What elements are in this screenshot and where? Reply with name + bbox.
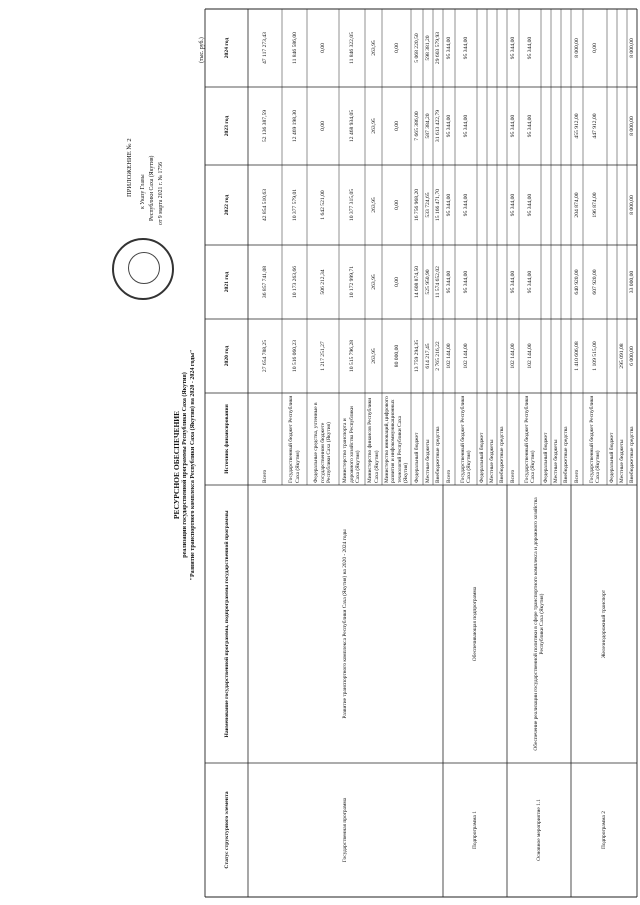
- value-cell: [307, 87, 339, 165]
- value-cell-text: 95 344,00: [446, 114, 452, 138]
- value-cell: [455, 87, 477, 165]
- value-cell-text: 16 756 968,20: [414, 188, 420, 222]
- value-cell: [487, 9, 497, 87]
- source-cell-text: Министерство финансов Республики Саха (Якутия): [367, 397, 380, 483]
- value-cell-text: 0,00: [393, 43, 400, 53]
- source-cell: [617, 393, 627, 485]
- value-cell: [365, 9, 382, 87]
- source-cell-text: Государственный бюджет Республики Саха (Якутия): [588, 395, 601, 483]
- value-cell: [365, 319, 382, 393]
- value-cell: [282, 165, 307, 245]
- value-cell: [487, 245, 497, 319]
- source-cell: [339, 393, 365, 485]
- source-cell-text: Всего: [261, 469, 268, 483]
- value-cell-text: 52 136 387,59: [262, 109, 268, 143]
- value-cell-text: 95 344,00: [527, 36, 533, 60]
- value-cell: [433, 9, 443, 87]
- value-cell: [571, 87, 583, 165]
- value-cell: [307, 245, 339, 319]
- value-cell: [617, 319, 627, 393]
- source-cell-text: Всего: [509, 469, 516, 483]
- value-cell: [411, 165, 423, 245]
- header-name: [205, 485, 248, 763]
- value-cell: [433, 319, 443, 393]
- value-cell: [307, 9, 339, 87]
- value-cell: [443, 165, 455, 245]
- value-cell-text: 95 344,00: [510, 114, 516, 138]
- appendix-line-1: к Указу Главы: [140, 174, 146, 209]
- status-gp: [248, 763, 443, 897]
- value-cell-text: 506 212,34: [320, 269, 326, 295]
- value-cell: [433, 245, 443, 319]
- source-cell: [433, 393, 443, 485]
- value-cell-text: 12 469 198,30: [291, 109, 298, 143]
- value-cell-text: 27 654 788,25: [262, 339, 268, 373]
- status-om11-text: Основное мероприятие 1.1: [535, 799, 542, 861]
- value-cell-text: 102 144,00: [510, 343, 516, 369]
- value-cell-text: 102 144,00: [463, 343, 469, 369]
- name-om11: [507, 485, 571, 763]
- value-cell-text: 95 344,00: [463, 193, 469, 217]
- value-cell: [455, 9, 477, 87]
- value-cell-text: 15 166 471,70: [435, 188, 441, 222]
- value-cell-text: 5 068 220,50: [414, 33, 420, 63]
- value-cell-text: 204 874,00: [574, 192, 580, 218]
- value-cell: [617, 165, 627, 245]
- value-cell: [497, 319, 507, 393]
- value-cell-text: 1 109 515,00: [592, 341, 598, 371]
- status-sp1-text: Подпрограмма 1: [471, 811, 478, 849]
- source-cell-text: Министерство транспорта и дорожного хозяйства Республики Саха (Якутия): [342, 406, 362, 483]
- value-cell-text: 2 765 216,22: [435, 341, 441, 371]
- value-cell: [382, 165, 411, 245]
- header-y2022: [205, 165, 248, 245]
- value-cell-text: 263,95: [370, 197, 377, 213]
- source-cell-text: Местные бюджеты: [488, 439, 495, 483]
- value-cell-text: 36 857 741,08: [262, 265, 268, 299]
- value-cell-text: 0,00: [393, 277, 400, 287]
- name-om11-text: Обеспечение реализации государственной политики в сфере транспортного комплекса и дорожного хозяйства Республики Саха (Якутия): [532, 497, 545, 751]
- value-cell-text: 8 000,00: [629, 195, 635, 215]
- source-cell: [443, 393, 455, 485]
- header-y2021-text: 2021 год: [223, 271, 230, 293]
- value-cell: [248, 319, 282, 393]
- value-cell-text: 8 000,00: [629, 38, 635, 58]
- value-cell-text: 42 854 510,63: [262, 188, 268, 222]
- value-cell-text: 10 377 315,05: [349, 188, 355, 222]
- value-cell: [487, 319, 497, 393]
- value-cell: [411, 319, 423, 393]
- source-cell-text: Государственный бюджет Республики Саха (Якутия): [523, 395, 536, 483]
- value-cell-text: 640 920,00: [574, 269, 580, 295]
- source-cell-text: Внебюджетные средства: [434, 426, 441, 483]
- value-cell-text: 7 665 386,00: [414, 111, 420, 141]
- value-cell-text: 102 144,00: [446, 343, 452, 369]
- units-label: (тыс. руб.): [199, 37, 205, 63]
- doc-program: "Развитие транспортного комплекса Республики Саха (Якутия) на 2020 - 2024 годы": [190, 349, 196, 581]
- source-cell: [477, 393, 487, 485]
- source-cell-text: Федеральный бюджет: [542, 432, 549, 483]
- source-cell: [423, 393, 433, 485]
- value-cell: [382, 9, 411, 87]
- value-cell: [551, 245, 561, 319]
- value-cell-text: 11 846 322,05: [349, 32, 355, 64]
- source-cell-text: Внебюджетные средства: [628, 426, 635, 483]
- value-cell: [365, 245, 382, 319]
- value-cell: [607, 87, 617, 165]
- header-source-text: Источник финансирования: [223, 404, 230, 474]
- value-cell: [443, 319, 455, 393]
- value-cell: [248, 9, 282, 87]
- value-cell-text: 525 950,90: [425, 269, 431, 295]
- value-cell: [561, 319, 571, 393]
- value-cell: [477, 165, 487, 245]
- value-cell: [519, 165, 541, 245]
- value-cell-text: 263,95: [370, 118, 377, 134]
- header-y2024: [205, 9, 248, 87]
- appendix-line-3: от 9 марта 2021 г. № 1756: [158, 161, 164, 225]
- value-cell: [627, 319, 637, 393]
- value-cell-text: 1 217 251,27: [320, 341, 326, 371]
- value-cell: [519, 87, 541, 165]
- value-cell: [561, 245, 571, 319]
- value-cell: [561, 165, 571, 245]
- value-cell-text: 8 000,00: [574, 38, 580, 58]
- value-cell: [477, 87, 487, 165]
- source-cell-text: Внебюджетные средства: [562, 426, 569, 483]
- source-cell: [455, 393, 477, 485]
- value-cell: [423, 9, 433, 87]
- value-cell: [433, 165, 443, 245]
- value-cell-text: 598 381,20: [425, 35, 431, 61]
- value-cell: [339, 9, 365, 87]
- value-cell: [282, 245, 307, 319]
- value-cell-text: 80 000,00: [393, 344, 400, 368]
- value-cell-text: 95 344,00: [510, 193, 516, 217]
- source-cell-text: Внебюджетные средства: [498, 426, 505, 483]
- source-cell-text: Министерство инноваций, цифрового развития и инфокоммуникационных технологий Республики Саха (Якутия): [383, 396, 409, 483]
- value-cell: [583, 245, 607, 319]
- source-cell: [282, 393, 307, 485]
- value-cell: [551, 87, 561, 165]
- value-cell: [519, 245, 541, 319]
- source-cell: [561, 393, 571, 485]
- value-cell-text: 295 091,08: [619, 343, 625, 369]
- value-cell: [519, 319, 541, 393]
- header-y2023: [205, 87, 248, 165]
- value-cell-text: 11 574 652,02: [435, 266, 441, 298]
- source-cell-text: Всего: [573, 469, 580, 483]
- source-cell: [411, 393, 423, 485]
- value-cell-text: 1 642 521,00: [320, 190, 326, 220]
- value-cell-text: 1 410 606,08: [574, 341, 580, 371]
- value-cell: [541, 319, 551, 393]
- value-cell: [487, 87, 497, 165]
- value-cell: [282, 319, 307, 393]
- value-cell: [455, 319, 477, 393]
- value-cell: [382, 87, 411, 165]
- source-cell: [541, 393, 551, 485]
- value-cell: [455, 165, 477, 245]
- value-cell-text: 607 920,00: [592, 269, 598, 295]
- header-source: [205, 393, 248, 485]
- value-cell-text: 95 344,00: [527, 270, 533, 294]
- value-cell-text: 95 344,00: [510, 36, 516, 60]
- value-cell-text: 29 603 579,93: [435, 31, 441, 65]
- status-gp-text: Государственная программа: [342, 797, 349, 863]
- value-cell-text: 10 173 263,66: [291, 265, 298, 299]
- value-cell: [571, 165, 583, 245]
- value-cell: [423, 87, 433, 165]
- name-sp2-text: Железнодорожный транспорт: [600, 589, 607, 659]
- source-cell-text: Местные бюджеты: [424, 439, 431, 483]
- value-cell-text: 263,95: [370, 348, 377, 364]
- source-cell: [382, 393, 411, 485]
- value-cell: [248, 245, 282, 319]
- value-cell-text: 6 000,00: [629, 346, 635, 366]
- value-cell: [339, 245, 365, 319]
- value-cell-text: 263,95: [370, 274, 377, 290]
- value-cell: [541, 165, 551, 245]
- source-cell-text: Федеральный бюджет: [413, 432, 420, 483]
- value-cell: [411, 245, 423, 319]
- value-cell-text: 10 516 060,23: [291, 339, 298, 373]
- value-cell-text: 11 846 586,00: [291, 32, 298, 64]
- header-y2022-text: 2022 год: [223, 194, 230, 216]
- value-cell-text: 614 217,45: [425, 343, 431, 369]
- value-cell: [617, 245, 627, 319]
- value-cell: [497, 245, 507, 319]
- value-cell-text: 95 344,00: [463, 36, 469, 60]
- header-y2024-text: 2024 год: [223, 37, 230, 59]
- doc-subtitle: реализации государственной программы Республики Саха (Якутия): [182, 372, 188, 558]
- value-cell: [571, 245, 583, 319]
- value-cell-text: 95 344,00: [446, 270, 452, 294]
- value-cell: [617, 9, 627, 87]
- value-cell: [607, 9, 617, 87]
- value-cell: [443, 245, 455, 319]
- value-cell-text: 447 912,00: [592, 113, 598, 139]
- value-cell: [583, 319, 607, 393]
- value-cell: [607, 319, 617, 393]
- value-cell-text: 0,00: [592, 43, 598, 53]
- source-cell: [487, 393, 497, 485]
- value-cell-text: 0,00: [393, 200, 400, 210]
- status-om11: [507, 763, 571, 897]
- value-cell-text: 587 384,20: [425, 113, 431, 139]
- source-cell: [571, 393, 583, 485]
- source-cell: [551, 393, 561, 485]
- name-gp-text: Развитие транспортного комплекса Республики Саха (Якутия) на 2020 - 2024 годы: [342, 529, 349, 719]
- value-cell: [519, 9, 541, 87]
- value-cell: [507, 165, 519, 245]
- source-cell-text: Государственный бюджет Республики Саха (Якутия): [288, 395, 301, 483]
- name-sp1: [443, 485, 507, 763]
- value-cell: [551, 9, 561, 87]
- value-cell: [282, 87, 307, 165]
- header-y2020: [205, 319, 248, 393]
- source-cell-text: Государственный бюджет Республики Саха (Якутия): [459, 395, 472, 483]
- value-cell-text: 12 468 934,05: [349, 109, 355, 143]
- value-cell: [248, 165, 282, 245]
- value-cell-text: 0,00: [393, 121, 400, 131]
- value-cell: [411, 9, 423, 87]
- value-cell-text: 10 515 796,28: [349, 339, 355, 373]
- value-cell: [497, 9, 507, 87]
- value-cell: [365, 165, 382, 245]
- value-cell: [607, 165, 617, 245]
- source-cell-text: Местные бюджеты: [552, 439, 559, 483]
- value-cell: [541, 9, 551, 87]
- value-cell: [571, 9, 583, 87]
- status-sp2: [571, 763, 637, 897]
- source-cell: [519, 393, 541, 485]
- value-cell: [551, 319, 561, 393]
- value-cell-text: 0,00: [320, 43, 326, 53]
- header-name-text: Наименование государственной программы, подпрограммы государственной программы: [223, 510, 230, 738]
- value-cell: [365, 87, 382, 165]
- value-cell-text: 95 344,00: [510, 270, 516, 294]
- status-sp2-text: Подпрограмма 2: [600, 811, 607, 849]
- value-cell-text: 31 613 422,79: [435, 109, 441, 143]
- value-cell: [583, 9, 607, 87]
- value-cell: [507, 319, 519, 393]
- appendix-line-2: Республики Саха (Якутия): [149, 155, 155, 221]
- value-cell: [307, 319, 339, 393]
- source-cell: [607, 393, 617, 485]
- value-cell-text: 10 172 999,71: [349, 265, 355, 299]
- value-cell: [477, 9, 487, 87]
- value-cell-text: 14 608 874,50: [414, 265, 420, 299]
- value-cell-text: 102 144,00: [527, 343, 533, 369]
- value-cell: [507, 245, 519, 319]
- value-cell-text: 33 000,00: [629, 270, 635, 294]
- source-cell: [507, 393, 519, 485]
- value-cell: [423, 165, 433, 245]
- value-cell: [497, 165, 507, 245]
- source-cell: [307, 393, 339, 485]
- value-cell: [307, 165, 339, 245]
- value-cell: [423, 245, 433, 319]
- name-sp2: [571, 485, 637, 763]
- value-cell-text: 95 344,00: [446, 193, 452, 217]
- value-cell: [627, 165, 637, 245]
- value-cell: [617, 87, 627, 165]
- value-cell: [487, 165, 497, 245]
- value-cell-text: 10 377 579,01: [291, 188, 298, 222]
- value-cell-text: 455 912,00: [574, 113, 580, 139]
- header-y2023-text: 2023 год: [223, 115, 230, 137]
- status-sp1: [443, 763, 507, 897]
- value-cell: [551, 165, 561, 245]
- header-status-text: Статус структурного элемента: [223, 791, 230, 869]
- value-cell: [583, 87, 607, 165]
- value-cell-text: 263,95: [370, 40, 377, 56]
- source-cell: [248, 393, 282, 485]
- value-cell: [497, 87, 507, 165]
- value-cell: [477, 319, 487, 393]
- value-cell: [627, 87, 637, 165]
- source-cell-text: Всего: [445, 469, 452, 483]
- value-cell-text: 95 344,00: [527, 114, 533, 138]
- header-y2021: [205, 245, 248, 319]
- value-cell: [339, 165, 365, 245]
- value-cell: [443, 87, 455, 165]
- source-cell-text: Местные бюджеты: [618, 439, 625, 483]
- value-cell: [507, 87, 519, 165]
- value-cell: [561, 87, 571, 165]
- value-cell: [541, 87, 551, 165]
- header-y2020-text: 2020 год: [223, 345, 230, 367]
- source-cell-text: Федеральный бюджет: [478, 432, 485, 483]
- value-cell-text: 47 117 273,43: [262, 32, 268, 64]
- name-sp1-text: Обеспечивающая подпрограмма: [471, 586, 478, 662]
- value-cell: [443, 9, 455, 87]
- value-cell-text: 196 874,00: [592, 192, 598, 218]
- value-cell-text: 95 344,00: [463, 270, 469, 294]
- value-cell-text: 95 344,00: [463, 114, 469, 138]
- source-cell: [627, 393, 637, 485]
- value-cell: [507, 9, 519, 87]
- value-cell: [411, 87, 423, 165]
- value-cell: [607, 245, 617, 319]
- value-cell: [382, 319, 411, 393]
- appendix-title: ПРИЛОЖЕНИЕ № 2: [126, 138, 133, 197]
- value-cell-text: 95 344,00: [446, 36, 452, 60]
- value-cell: [627, 245, 637, 319]
- value-cell: [382, 245, 411, 319]
- value-cell: [571, 319, 583, 393]
- value-cell-text: 0,00: [320, 121, 326, 131]
- value-cell: [339, 87, 365, 165]
- value-cell-text: 8 000,00: [629, 116, 635, 136]
- value-cell: [561, 9, 571, 87]
- value-cell-text: 13 759 294,35: [414, 339, 420, 373]
- header-status: [205, 763, 248, 897]
- doc-title: РЕСУРСНОЕ ОБЕСПЕЧЕНИЕ: [172, 410, 181, 520]
- value-cell: [541, 245, 551, 319]
- name-gp: [248, 485, 443, 763]
- value-cell-text: 533 724,65: [425, 192, 431, 218]
- value-cell: [627, 9, 637, 87]
- value-cell: [477, 245, 487, 319]
- value-cell: [248, 87, 282, 165]
- value-cell: [433, 87, 443, 165]
- value-cell: [339, 319, 365, 393]
- value-cell: [455, 245, 477, 319]
- source-cell: [583, 393, 607, 485]
- value-cell: [583, 165, 607, 245]
- value-cell: [282, 9, 307, 87]
- source-cell-text: Федеральные средства, учтенные в государственном бюджете Республики Саха (Якутия): [313, 402, 333, 483]
- source-cell-text: Федеральный бюджет: [608, 432, 615, 483]
- source-cell: [497, 393, 507, 485]
- value-cell-text: 95 344,00: [527, 193, 533, 217]
- value-cell: [423, 319, 433, 393]
- source-cell: [365, 393, 382, 485]
